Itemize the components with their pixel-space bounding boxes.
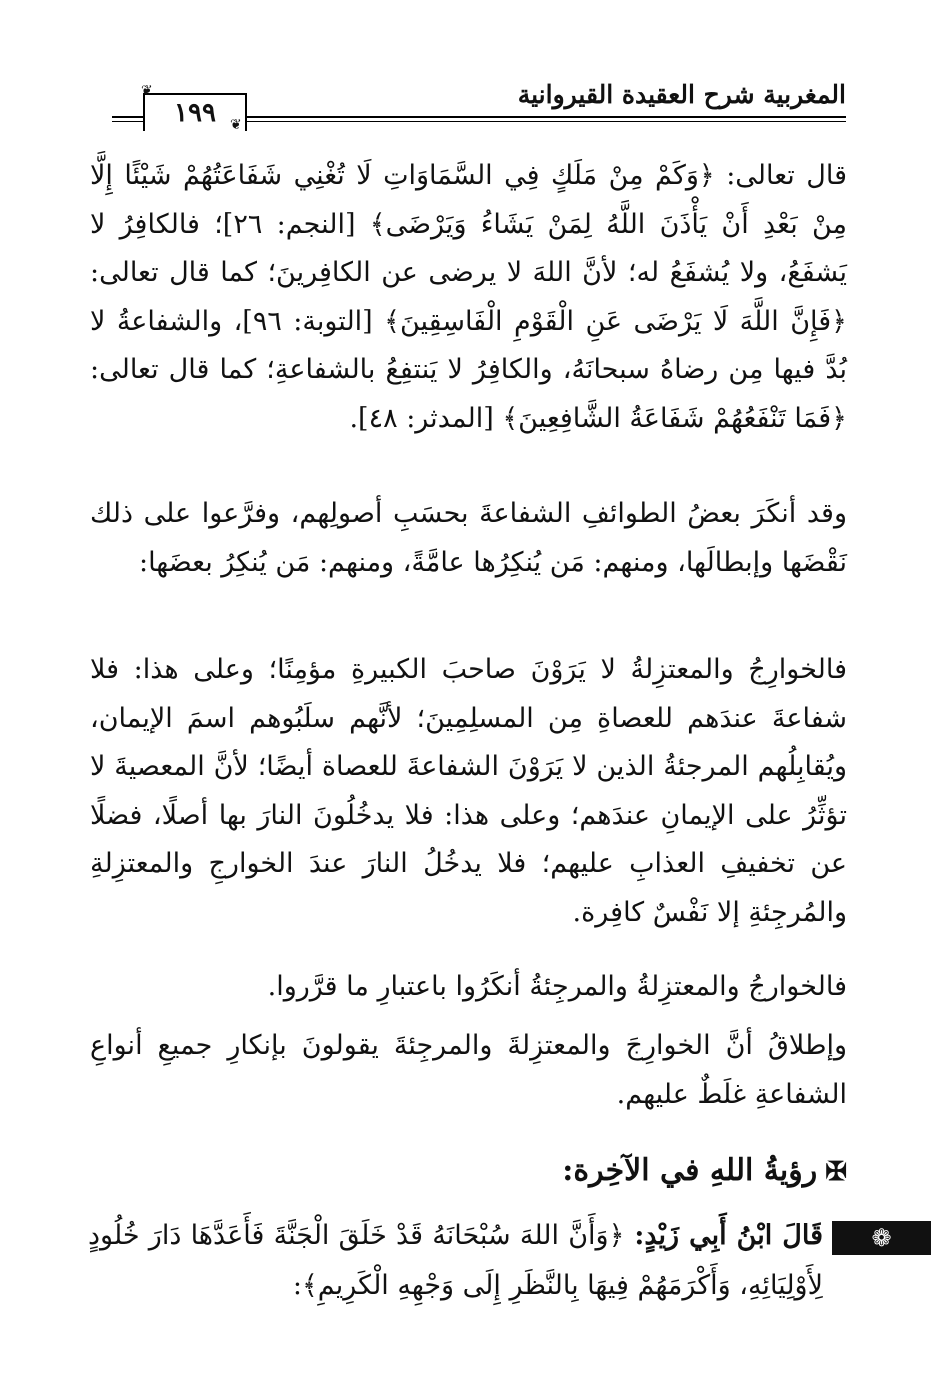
paragraph-4: فالخوارجُ والمعتزِلةُ والمرجِئةُ أنكَرُوا باعتبارِ ما قرَّروا. bbox=[267, 971, 847, 1002]
paragraph-1: قال تعالى: ﴿وَكَمْ مِنْ مَلَكٍ فِي السَّمَاوَاتِ لَا تُغْنِي شَفَاعَتُهُمْ شَيْئًا إِلَّا مِنْ بَعْدِ أَنْ يَأْذَنَ اللَّهُ لِمَنْ يَشَاءُ وَيَرْضَى﴾ [النجم: ٢٦]؛ فالكافِرُ لا يَشفَعُ، ولا يُشفَعُ له؛ لأنَّ اللهَ لا يرضى عن الكافِرينَ؛ كما قال تعالى: ﴿فَإِنَّ اللَّهَ لَا يَرْضَى عَنِ الْقَوْمِ الْفَاسِقِينَ﴾ [التوبة: ٩٦]، والشفاعةُ لا بُدَّ فيها مِن رضاهُ سبحانَهُ، والكافِرُ لا يَنتفِعُ بالشفاعةِ؛ كما قال تعالى: ﴿فَمَا تَنْفَعُهُمْ شَفَاعَةُ الشَّافِعِينَ﴾ [المدثر: ٤٨]. bbox=[90, 160, 848, 434]
header-rule-top bbox=[243, 116, 846, 118]
section-heading-text: رؤيةُ اللهِ في الآخِرة: bbox=[562, 1153, 818, 1188]
flower-ornament-icon: ❁ bbox=[871, 1224, 892, 1252]
page-header bbox=[0, 0, 931, 140]
paragraph-5: وإطلاقُ أنَّ الخوارِجَ والمعتزِلةَ والمرجِئةَ يقولونَ بإنكارِ جميعِ أنواعِ الشفاعةِ غلَطٌ عليهم. bbox=[90, 1030, 847, 1110]
matn-quote: ﴿وَأَنَّ اللهَ سُبْحَانَهُ قَدْ خَلَقَ الْجَنَّةَ فَأَعَدَّهَا دَارَ خُلُودٍ لِأَوْلِيَائِهِ، وَأَكْرَمَهُمْ فِيهَا بِالنَّظَرِ إِلَى وَجْهِهِ الْكَرِيمِ﴾: bbox=[88, 1220, 823, 1301]
paragraph-2: وقد أنكَرَ بعضُ الطوائفِ الشفاعةَ بحسَبِ أصولِهم، وفرَّعوا على ذلك نَقْضَها وإبطالَها، ومنهم: مَن يُنكِرُها عامَّةً، ومنهم: مَن يُنكِرُ بعضَها: bbox=[90, 498, 847, 578]
matn-text bbox=[88, 1211, 823, 1311]
paragraph-3: فالخوارِجُ والمعتزِلةُ لا يَرَوْنَ صاحبَ الكبيرةِ مؤمِنًا؛ وعلى هذا: فلا شفاعةَ عندَهم للعصاةِ مِن المسلِمِينَ؛ لأنَّهم سلَبُوهم اسمَ الإيمان، ويُقابِلُهم المرجئةُ الذين لا يَرَوْنَ الشفاعةَ للعصاة أيضًا؛ لأنَّ المعصيةَ لا تؤثِّرُ على الإيمانِ عندَهم؛ وعلى هذا: فلا يدخُلُونَ النارَ بها أصلًا، فضلًا عن تخفيفِ العذابِ عليهم؛ فلا يدخُلُ النارَ عندَ الخوارجِ والمعتزِلةِ والمُرجِئةِ إلا نَفْسٌ كافِرة. bbox=[90, 654, 847, 928]
left-rule-top bbox=[112, 116, 143, 118]
header-rule-bottom bbox=[243, 121, 846, 122]
matn-marker-bar bbox=[832, 1221, 931, 1255]
left-rule-bottom bbox=[112, 121, 143, 122]
section-heading bbox=[562, 1153, 847, 1188]
floral-ornament-icon: ❦ bbox=[141, 83, 153, 99]
page-number: ١٩٩ bbox=[174, 98, 216, 128]
book-title: المغربية شرح العقيدة القيروانية bbox=[517, 80, 846, 109]
star-ornament-icon: ✠ bbox=[825, 1157, 847, 1187]
floral-ornament-icon: ❦ bbox=[230, 117, 242, 133]
matn-author: قَالَ ابْنُ أَبِي زَيْدٍ: bbox=[634, 1220, 823, 1251]
